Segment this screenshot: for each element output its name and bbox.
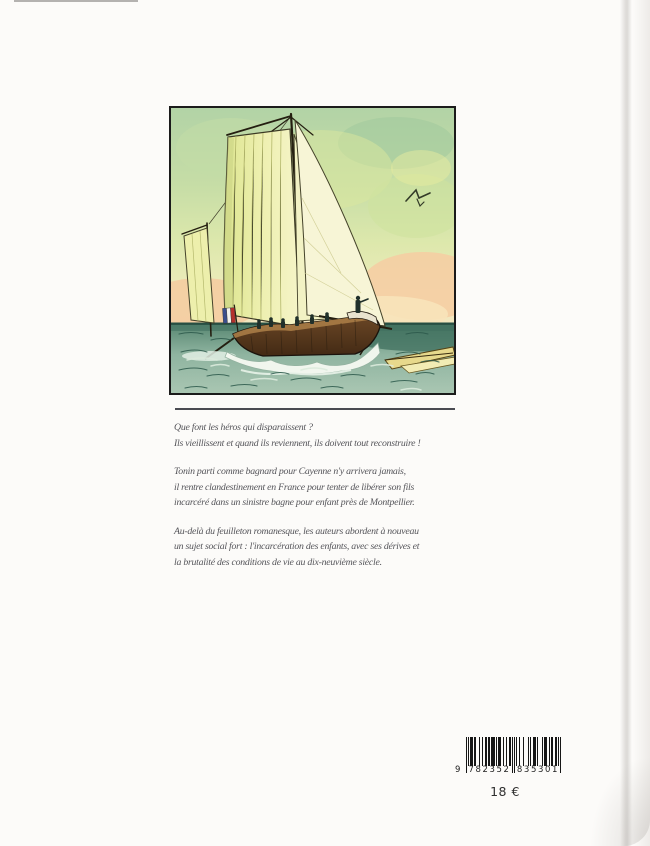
price-label: 18 € xyxy=(490,784,520,799)
blurb-line: Tonin parti comme bagnard pour Cayenne n'y arrivera jamais, xyxy=(174,466,406,477)
separator-rule xyxy=(175,408,455,410)
sailboat-illustration xyxy=(171,108,454,393)
blurb-line: Au-delà du feuilleton romanesque, les auteurs abordent à nouveau xyxy=(174,525,419,537)
blurb-line: Que font les héros qui disparaissent ? xyxy=(174,422,313,433)
blurb-line: la brutalité des conditions de vie au dix-neuvième siècle. xyxy=(174,556,382,568)
spine-hinge-shadow xyxy=(620,0,632,846)
blurb-line: incarcéré dans un sinistre bagne pour enfant près de Montpellier. xyxy=(174,497,415,508)
ean-group-1: 782352 xyxy=(468,765,511,775)
paragraph xyxy=(174,464,466,511)
paragraph xyxy=(174,420,466,451)
barcode-digits xyxy=(454,766,560,775)
ean-group-2: 835301 xyxy=(516,765,559,775)
blurb-line: Ils vieillissent et quand ils reviennent, ils doivent tout reconstruire ! xyxy=(174,437,421,449)
corner-shadow xyxy=(590,756,650,846)
barcode xyxy=(452,737,564,799)
page-edge-shadow xyxy=(633,0,650,846)
back-cover-blurb xyxy=(174,420,466,583)
ean-first-digit: 9 xyxy=(455,765,463,775)
blurb-line: un sujet social fort : l'incarcération des enfants, avec ses dérives et xyxy=(174,541,420,552)
blurb-line: il rentre clandestinement en France pour tenter de libérer son fils xyxy=(174,481,415,493)
paragraph xyxy=(174,524,466,571)
cover-illustration-frame xyxy=(169,106,456,395)
top-edge-shadow xyxy=(14,0,138,2)
